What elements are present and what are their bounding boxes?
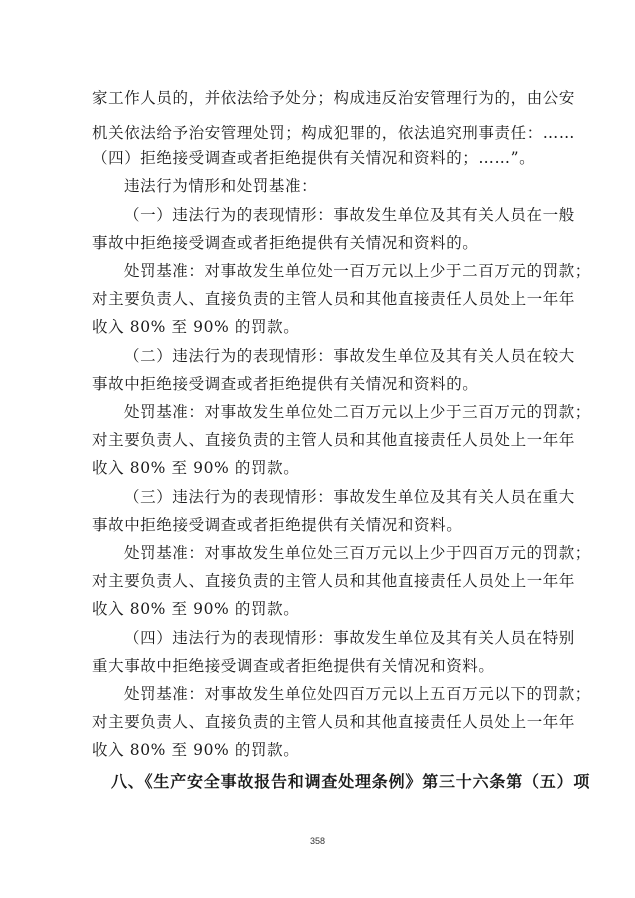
text-line: 事故中拒绝接受调查或者拒绝提供有关情况和资料的。 [92, 375, 479, 393]
text-line: 对主要负责人、直接负责的主管人员和其他直接责任人员处上一年年 [92, 431, 576, 449]
text-line: 收入 80% 至 90% 的罚款。 [92, 741, 300, 759]
text-line: 收入 80% 至 90% 的罚款。 [92, 459, 300, 477]
text-line: （一）违法行为的表现情形：事故发生单位及其有关人员在一般 [124, 206, 575, 224]
text-line: 处罚基准：对事故发生单位处三百万元以上少于四百万元的罚款； [124, 544, 591, 562]
text-line: 处罚基准：对事故发生单位处一百万元以上少于二百万元的罚款； [124, 262, 591, 280]
text-line: 对主要负责人、直接负责的主管人员和其他直接责任人员处上一年年 [92, 572, 576, 590]
text-line: 家工作人员的，并依法给予处分；构成违反治安管理行为的，由公安 [92, 89, 576, 107]
text-line: 收入 80% 至 90% 的罚款。 [92, 600, 300, 618]
text-line: 机关依法给予治安管理处罚；构成犯罪的，依法追究刑事责任：…… [92, 124, 576, 142]
text-line: （四）违法行为的表现情形：事故发生单位及其有关人员在特别 [124, 629, 575, 647]
text-line: （二）违法行为的表现情形：事故发生单位及其有关人员在较大 [124, 347, 575, 365]
text-line: 违法行为情形和处罚基准： [124, 177, 318, 195]
text-line: 对主要负责人、直接负责的主管人员和其他直接责任人员处上一年年 [92, 290, 576, 308]
text-line: 对主要负责人、直接负责的主管人员和其他直接责任人员处上一年年 [92, 713, 576, 731]
text-line: 处罚基准：对事故发生单位处四百万元以上五百万元以下的罚款； [124, 685, 591, 703]
page-number: 358 [309, 836, 326, 846]
text-line: 事故中拒绝接受调查或者拒绝提供有关情况和资料。 [92, 516, 463, 534]
text-line: 重大事故中拒绝接受调查或者拒绝提供有关情况和资料。 [92, 657, 495, 675]
text-line: 处罚基准：对事故发生单位处二百万元以上少于三百万元的罚款； [124, 403, 591, 421]
text-line: （三）违法行为的表现情形：事故发生单位及其有关人员在重大 [124, 488, 575, 506]
text-line: （四）拒绝接受调查或者拒绝提供有关情况和资料的；……”。 [92, 149, 536, 167]
section-heading: 八、《生产安全事故报告和调查处理条例》第三十六条第（五）项 [111, 772, 591, 791]
text-line: 收入 80% 至 90% 的罚款。 [92, 318, 300, 336]
text-line: 事故中拒绝接受调查或者拒绝提供有关情况和资料的。 [92, 234, 479, 252]
